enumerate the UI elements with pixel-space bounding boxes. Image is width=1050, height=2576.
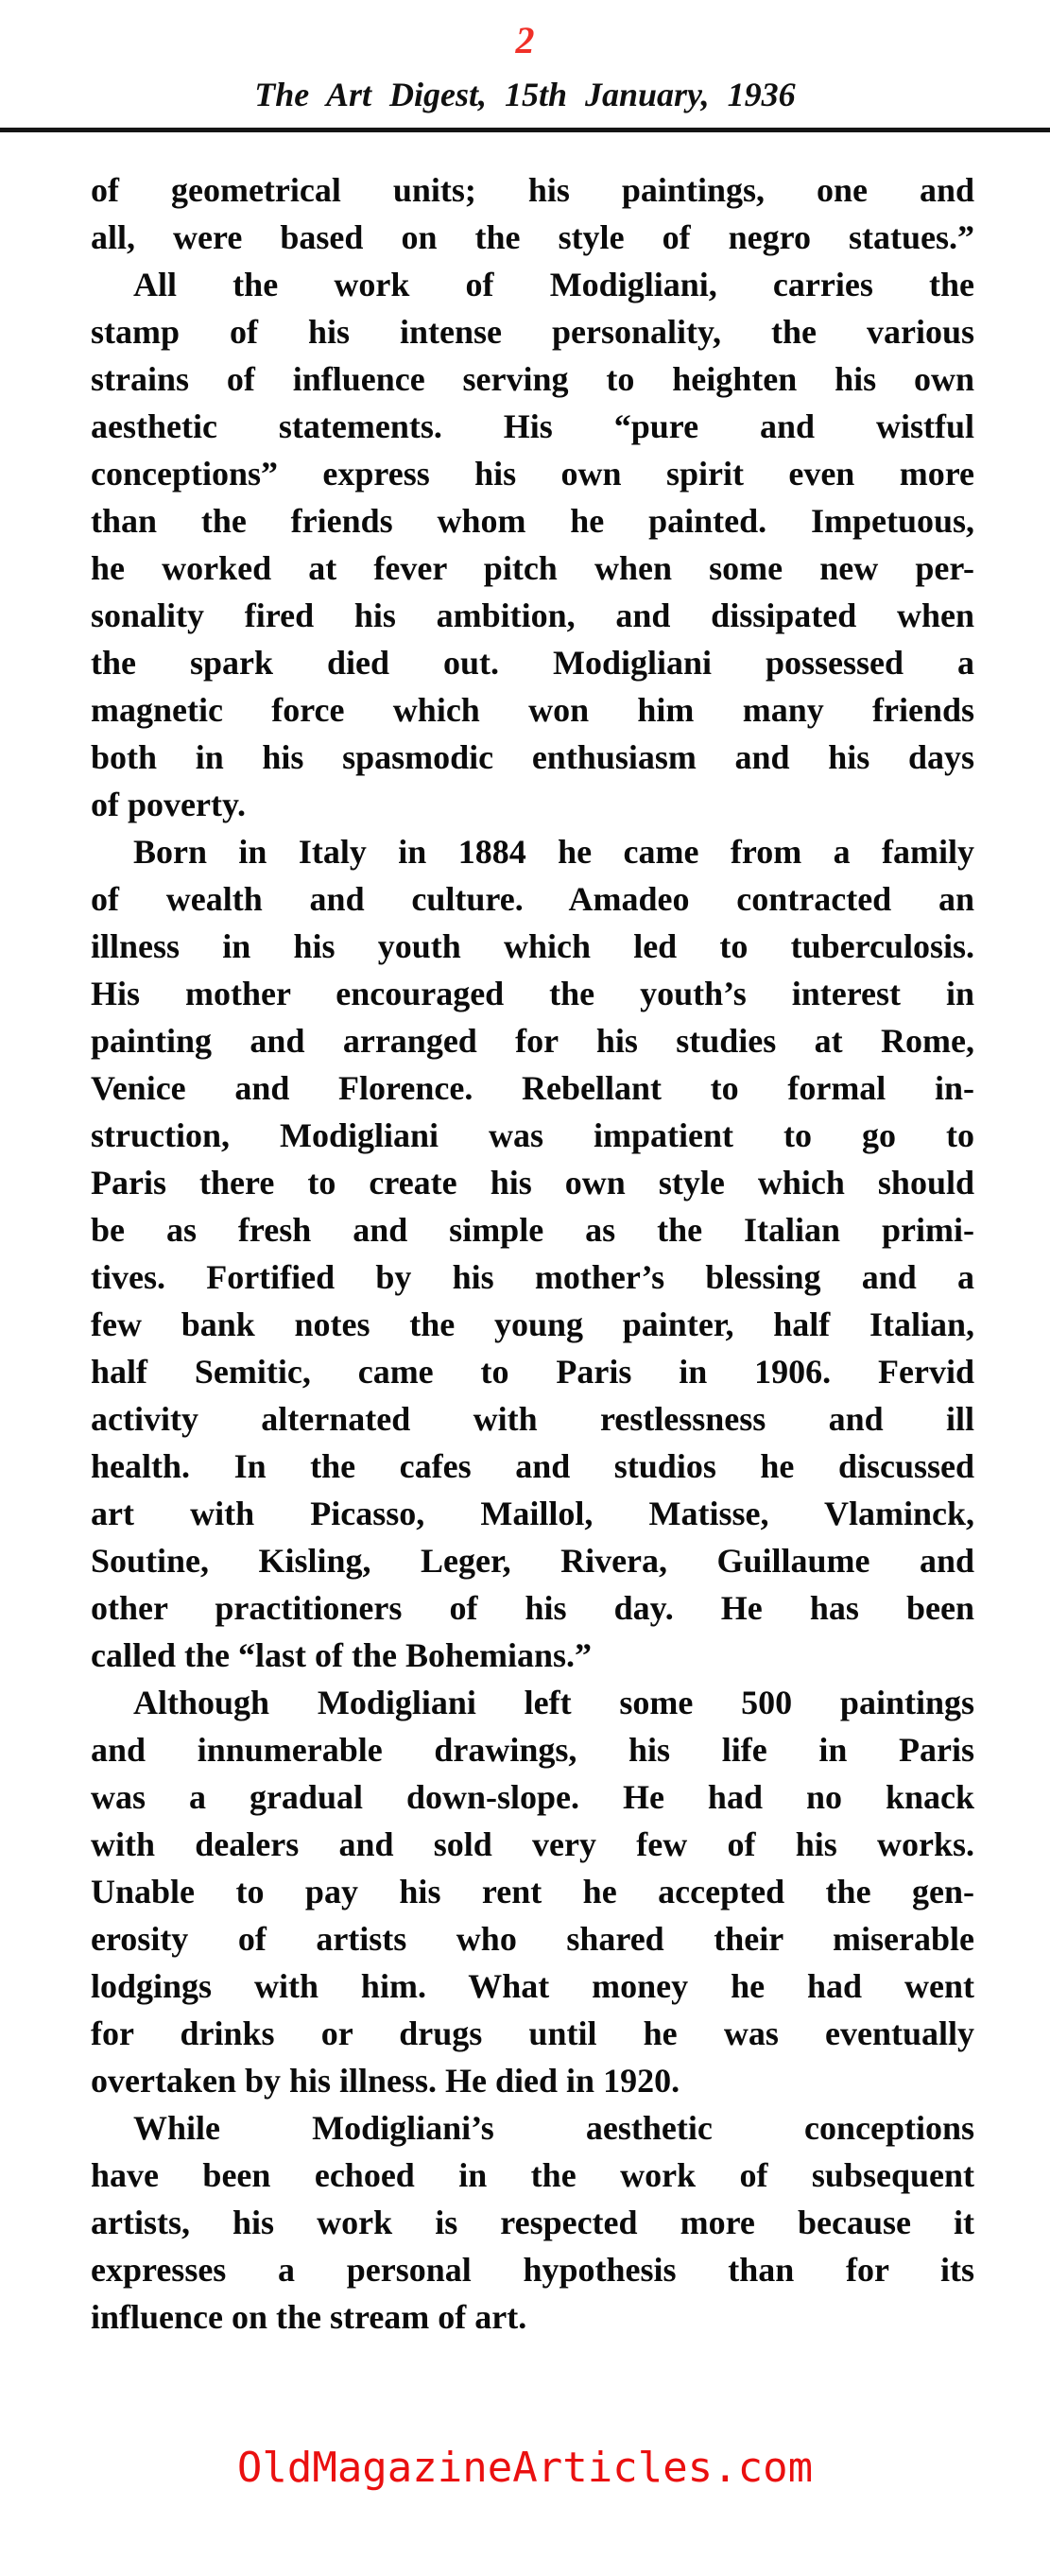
text-line: expresses a personal hypothesis than for its [91,2251,974,2289]
page-number: 2 [515,19,535,61]
text-line: all, were based on the style of negro statues.” [91,218,974,256]
text-line: His mother encouraged the youth’s interest in [91,975,974,1012]
text-line: he worked at fever pitch when some new per- [91,549,974,587]
text-line: half Semitic, came to Paris in 1906. Fervid [91,1353,974,1391]
text-line: Unable to pay his rent he accepted the gen- [91,1873,974,1910]
text-line: and innumerable drawings, his life in Paris [91,1731,974,1769]
text-line: few bank notes the young painter, half Italian, [91,1305,974,1343]
article-body [0,132,1050,2341]
text-line: strains of influence serving to heighten his own [91,360,974,398]
text-line: Venice and Florence. Rebellant to formal in- [91,1069,974,1107]
text-line: of geometrical units; his paintings, one and [91,171,974,209]
text-line: called the “last of the Bohemians.” [91,1636,592,1674]
text-line: both in his spasmodic enthusiasm and his days [91,738,974,776]
text-line: tives. Fortified by his mother’s blessing and a [91,1258,974,1296]
watermark-url: OldMagazineArticles.com [236,2444,814,2492]
text-line: for drinks or drugs until he was eventually [91,2014,974,2052]
text-line: of poverty. [91,786,246,823]
text-line: artists, his work is respected more because it [91,2204,974,2241]
text-line: of wealth and culture. Amadeo contracted an [91,880,974,918]
text-line: sonality fired his ambition, and dissipated when [91,596,974,634]
text-line: magnetic force which won him many friends [91,691,974,729]
text-line: painting and arranged for his studies at Rome, [91,1022,974,1060]
text-line: other practitioners of his day. He has been [91,1589,974,1627]
masthead-title: The Art Digest, 15th January, 1936 [254,76,796,113]
text-line: art with Picasso, Maillol, Matisse, Vlaminck, [91,1495,974,1532]
text-line: with dealers and sold very few of his works. [91,1825,974,1863]
text-line: aesthetic statements. His “pure and wistful [91,407,974,445]
text-line: Paris there to create his own style which should [91,1164,974,1202]
text-line: All the work of Modigliani, carries the [133,266,974,303]
text-line: activity alternated with restlessness and ill [91,1400,974,1438]
text-line: Although Modigliani left some 500 paintings [133,1684,974,1721]
text-line: stamp of his intense personality, the various [91,313,974,351]
text-line: conceptions” express his own spirit even more [91,455,974,493]
text-line: overtaken by his illness. He died in 1920. [91,2062,680,2100]
text-line: While Modigliani’s aesthetic conceptions [133,2109,974,2147]
text-line: Born in Italy in 1884 he came from a family [133,833,974,871]
text-line: health. In the cafes and studios he discussed [91,1447,974,1485]
text-line: be as fresh and simple as the Italian primi- [91,1211,974,1249]
text-line: struction, Modigliani was impatient to go to [91,1116,974,1154]
text-line: the spark died out. Modigliani possessed a [91,644,974,682]
text-line: lodgings with him. What money he had went [91,1967,974,2005]
text-line: influence on the stream of art. [91,2298,527,2336]
text-line: than the friends whom he painted. Impetuous, [91,502,974,540]
text-line: was a gradual down-slope. He had no knack [91,1778,974,1816]
text-line: erosity of artists who shared their miserable [91,1920,974,1958]
text-line: Soutine, Kisling, Leger, Rivera, Guillaume and [91,1542,974,1580]
text-line: have been echoed in the work of subsequent [91,2156,974,2194]
text-line: illness in his youth which led to tuberculosis. [91,927,974,965]
